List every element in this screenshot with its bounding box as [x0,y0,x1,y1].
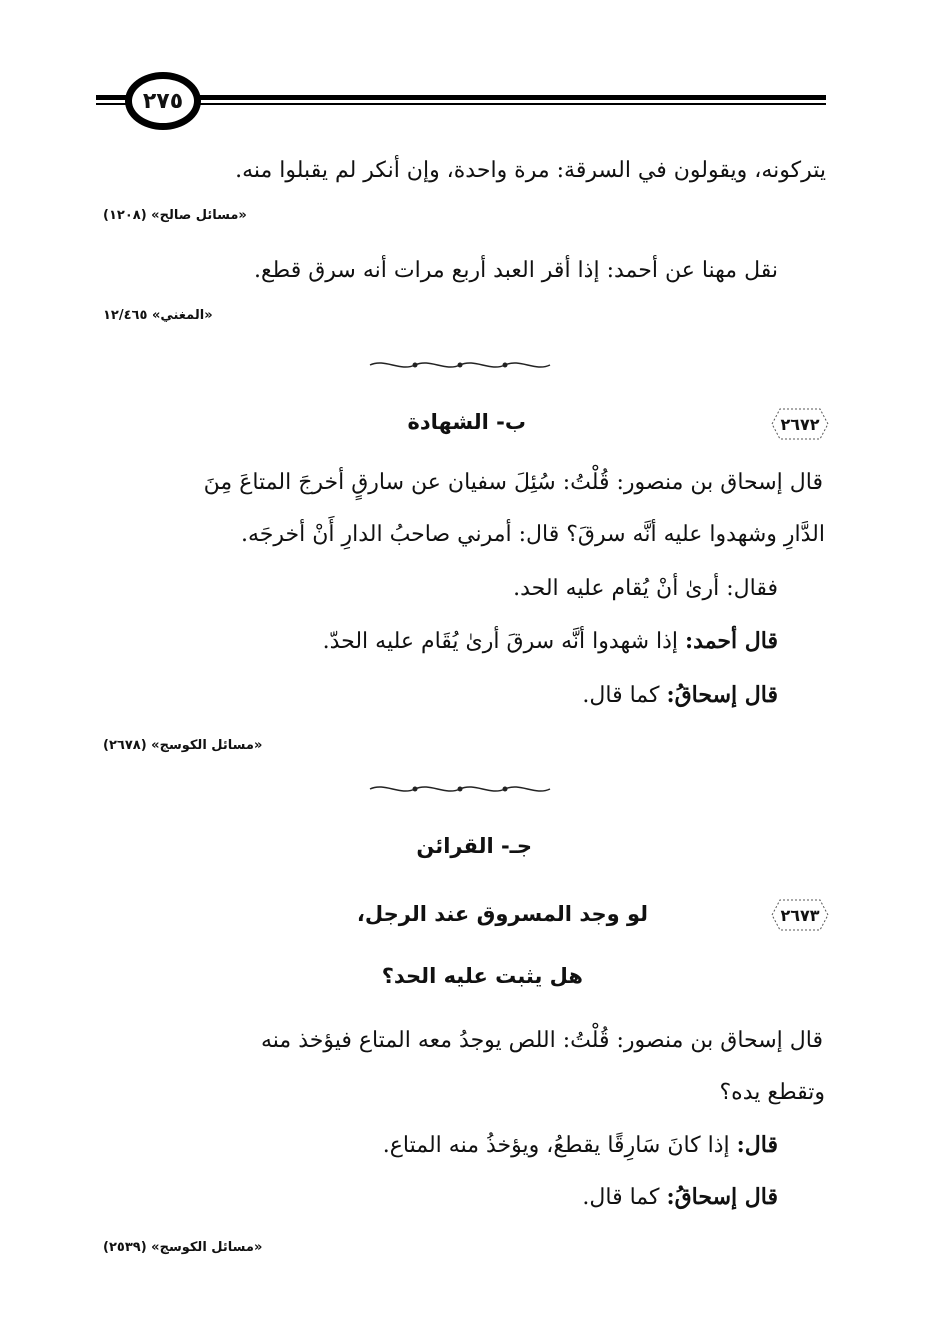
issue-number: ٢٦٧٣ [780,905,820,925]
text-line: قال إسحاق بن منصور: قُلْتُ: اللص يوجدُ معه المتاع فيؤخذ منه [260,1028,823,1053]
issue-heading: هل يثبت عليه الحد؟ [381,964,583,988]
section-title: جـ- القرائن [416,834,532,858]
ornament-divider [360,358,560,372]
page-number-badge [125,72,201,130]
text-line: فقال: أرىٰ أنْ يُقام عليه الحد. [513,576,778,601]
issue-number: ٢٦٧٢ [780,414,820,434]
text-line: الدَّارِ وشهدوا عليه أنَّه سرقَ؟ قال: أمرني صاحبُ الدارِ أَنْ أخرجَه. [240,522,825,547]
text-line [582,682,778,708]
issue-number-badge [768,896,832,934]
speaker-label: قال: [736,1132,778,1158]
text-line: يتركونه، ويقولون في السرقة: مرة واحدة، وإن أنكر لم يقبلوا منه. [235,158,826,183]
issue-heading: لو وجد المسروق عند الرجل، [356,902,648,926]
issue-number-badge [768,405,832,443]
speaker-label: قال إسحاقُ: [666,1184,778,1210]
speaker-text: إذا كانَ سَارِقًا يقطعُ، ويؤخذُ منه المتاع. [382,1133,737,1158]
header-rule-thin [96,103,826,105]
text-line [582,1184,778,1210]
text-line: وتقطع يده؟ [719,1080,825,1105]
speaker-text: كما قال. [582,1185,667,1210]
speaker-label: قال أحمد: [685,628,778,654]
text-line: نقل مهنا عن أحمد: إذا أقر العبد أربع مرات أنه سرق قطع. [253,258,778,283]
source-citation: «مسائل الكوسج» (٢٦٧٨) [103,738,263,753]
speaker-label: قال إسحاقُ: [666,682,778,708]
text-line [383,1132,778,1158]
header-rule-thick [96,95,826,100]
page-number: ٢٧٥ [142,88,184,114]
source-citation: «مسائل صالح» (١٢٠٨) [103,208,247,223]
speaker-text: كما قال. [582,683,667,708]
text-line [323,628,778,654]
section-title: ب- الشهادة [407,410,526,434]
speaker-text: إذا شهدوا أنَّه سرقَ أرىٰ يُقَام عليه الحدّ. [322,629,686,654]
text-line: قال إسحاق بن منصور: قُلْتُ: سُئِلَ سفيان عن سارقٍ أخرجَ المتاعَ مِنَ [203,470,823,495]
source-citation: «المغني» ١٢/٤٦٥ [103,308,213,323]
source-citation: «مسائل الكوسج» (٢٥٣٩) [103,1240,263,1255]
ornament-divider [360,782,560,796]
